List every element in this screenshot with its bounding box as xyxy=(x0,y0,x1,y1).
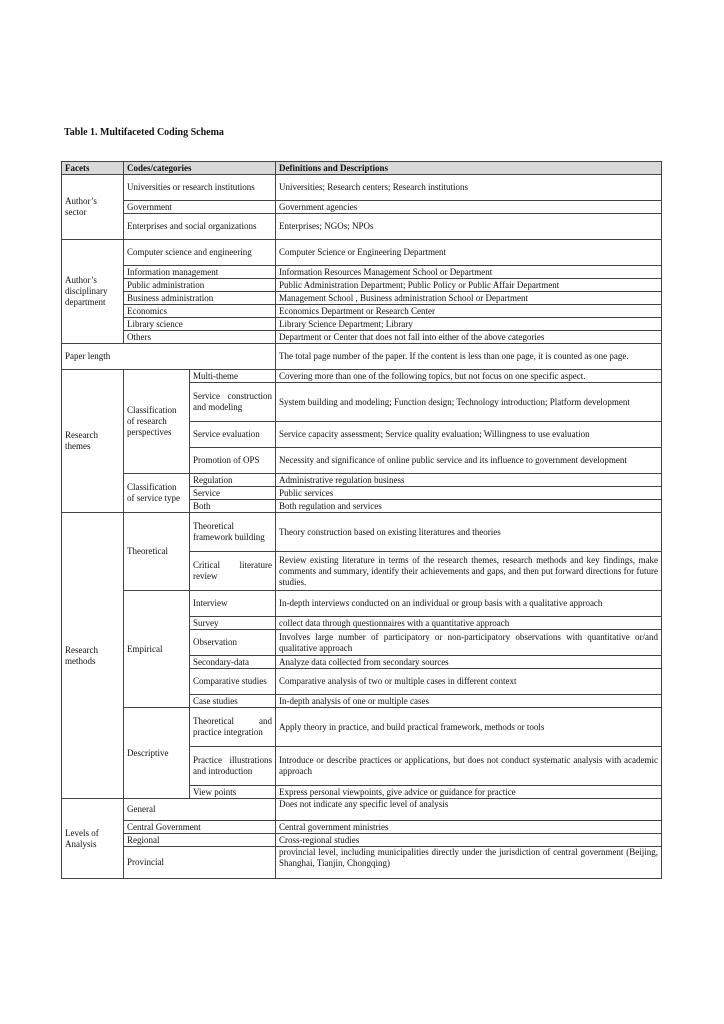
header-definitions: Definitions and Descriptions xyxy=(276,162,662,175)
code-cell: Library science xyxy=(124,318,276,331)
definition-cell: Review existing literature in terms of the research themes, research methods and key findings, make comments and summary, identify their achievements and gaps, and then put forward directions for future studies. xyxy=(276,552,662,591)
table-row xyxy=(62,240,662,266)
definition-cell: Service capacity assessment; Service quality evaluation; Willingness to use evaluation xyxy=(276,422,662,448)
definition-cell: Involves large number of participatory or non-participatory observations with quantitative or/and qualitative approach xyxy=(276,630,662,656)
facet-cell: Paper length xyxy=(62,344,276,370)
table-row xyxy=(62,799,662,821)
table-row xyxy=(62,305,662,318)
code-cell: Survey xyxy=(190,617,276,630)
table-row xyxy=(62,344,662,370)
definition-cell: Necessity and significance of online public service and its influence to government development xyxy=(276,448,662,474)
definition-cell: The total page number of the paper. If the content is less than one page, it is counted as one page. xyxy=(276,344,662,370)
facet-cell: Research themes xyxy=(62,370,124,513)
code-cell: Others xyxy=(124,331,276,344)
code-cell: Business administration xyxy=(124,292,276,305)
table-row xyxy=(62,821,662,834)
definition-cell: In-depth analysis of one or multiple cases xyxy=(276,695,662,708)
table-row xyxy=(62,708,662,747)
code-cell: Secondary-data xyxy=(190,656,276,669)
definition-cell: Universities; Research centers; Research institutions xyxy=(276,175,662,201)
definition-cell: Comparative analysis of two or multiple cases in different context xyxy=(276,669,662,695)
definition-cell: Covering more than one of the following topics, but not focus on one specific aspect. xyxy=(276,370,662,383)
table-row xyxy=(62,266,662,279)
definition-cell: Management School , Business administration School or Department xyxy=(276,292,662,305)
code-cell: View points xyxy=(190,786,276,799)
definition-cell: In-depth interviews conducted on an individual or group basis with a qualitative approach xyxy=(276,591,662,617)
code-cell: Theoretical framework building xyxy=(190,513,276,552)
definition-cell: Cross-regional studies xyxy=(276,834,662,847)
facet-cell: Levels of Analysis xyxy=(62,799,124,879)
code-cell: Comparative studies xyxy=(190,669,276,695)
code-cell: Promotion of OPS xyxy=(190,448,276,474)
code-cell: Theoretical and practice integration xyxy=(190,708,276,747)
facet-cell: Author’s sector xyxy=(62,175,124,240)
definition-cell: collect data through questionnaires with a quantitative approach xyxy=(276,617,662,630)
category-cell: Empirical xyxy=(124,591,190,708)
table-row xyxy=(62,370,662,383)
definition-cell: Computer Science or Engineering Department xyxy=(276,240,662,266)
definition-cell: Department or Center that does not fall into either of the above categories xyxy=(276,331,662,344)
header-row xyxy=(62,162,662,175)
code-cell: Computer science and engineering xyxy=(124,240,276,266)
code-cell: Observation xyxy=(190,630,276,656)
definition-cell: Public services xyxy=(276,487,662,500)
definition-cell: Information Resources Management School or Department xyxy=(276,266,662,279)
code-cell: Regional xyxy=(124,834,276,847)
coding-schema-table xyxy=(61,161,662,879)
code-cell: Critical literature review xyxy=(190,552,276,591)
code-cell: Interview xyxy=(190,591,276,617)
code-cell: Regulation xyxy=(190,474,276,487)
code-cell: Government xyxy=(124,201,276,214)
category-cell: Theoretical xyxy=(124,513,190,591)
definition-cell: Introduce or describe practices or applications, but does not conduct systematic analysis with academic approach xyxy=(276,747,662,786)
code-cell: Service evaluation xyxy=(190,422,276,448)
code-cell: Economics xyxy=(124,305,276,318)
table-row xyxy=(62,847,662,879)
table-row xyxy=(62,279,662,292)
definition-cell: Analyze data collected from secondary sources xyxy=(276,656,662,669)
table-row xyxy=(62,292,662,305)
facet-cell: Author’s disciplinary department xyxy=(62,240,124,344)
code-cell: Information management xyxy=(124,266,276,279)
code-cell: Multi-theme xyxy=(190,370,276,383)
table-row xyxy=(62,591,662,617)
definition-cell: Administrative regulation business xyxy=(276,474,662,487)
header-codes: Codes/categories xyxy=(124,162,276,175)
definition-cell: Apply theory in practice, and build practical framework, methods or tools xyxy=(276,708,662,747)
code-cell: Central Government xyxy=(124,821,276,834)
definition-cell: Public Administration Department; Public Policy or Public Affair Department xyxy=(276,279,662,292)
definition-cell: Library Science Department; Library xyxy=(276,318,662,331)
table-row xyxy=(62,175,662,201)
category-cell: Classification of research perspectives xyxy=(124,370,190,474)
definition-cell: Enterprises; NGOs; NPOs xyxy=(276,214,662,240)
table-row xyxy=(62,214,662,240)
facet-cell: Research methods xyxy=(62,513,124,799)
table-row xyxy=(62,474,662,487)
code-cell: General xyxy=(124,799,276,821)
definition-cell: System building and modeling; Function design; Technology introduction; Platform development xyxy=(276,383,662,422)
code-cell: Service xyxy=(190,487,276,500)
category-cell: Descriptive xyxy=(124,708,190,799)
code-cell: Provincial xyxy=(124,847,276,879)
definition-cell: Express personal viewpoints, give advice or guidance for practice xyxy=(276,786,662,799)
code-cell: Case studies xyxy=(190,695,276,708)
code-cell: Practice illustrations and introduction xyxy=(190,747,276,786)
header-facets: Facets xyxy=(62,162,124,175)
definition-cell: Government agencies xyxy=(276,201,662,214)
table-caption: Table 1. Multifaceted Coding Schema xyxy=(64,127,224,138)
table-row xyxy=(62,318,662,331)
definition-cell: provincial level, including municipalities directly under the jurisdiction of central government (Beijing, Shanghai, Tianjin, Chongqing) xyxy=(276,847,662,879)
table-row xyxy=(62,834,662,847)
code-cell: Universities or research institutions xyxy=(124,175,276,201)
table-row xyxy=(62,331,662,344)
definition-cell: Does not indicate any specific level of analysis xyxy=(276,799,662,821)
code-cell: Public administration xyxy=(124,279,276,292)
table-row xyxy=(62,201,662,214)
table-row xyxy=(62,513,662,552)
code-cell: Both xyxy=(190,500,276,513)
definition-cell: Theory construction based on existing literatures and theories xyxy=(276,513,662,552)
code-cell: Service construction and modeling xyxy=(190,383,276,422)
definition-cell: Economics Department or Research Center xyxy=(276,305,662,318)
definition-cell: Central government ministries xyxy=(276,821,662,834)
code-cell: Enterprises and social organizations xyxy=(124,214,276,240)
category-cell: Classification of service type xyxy=(124,474,190,513)
definition-cell: Both regulation and services xyxy=(276,500,662,513)
